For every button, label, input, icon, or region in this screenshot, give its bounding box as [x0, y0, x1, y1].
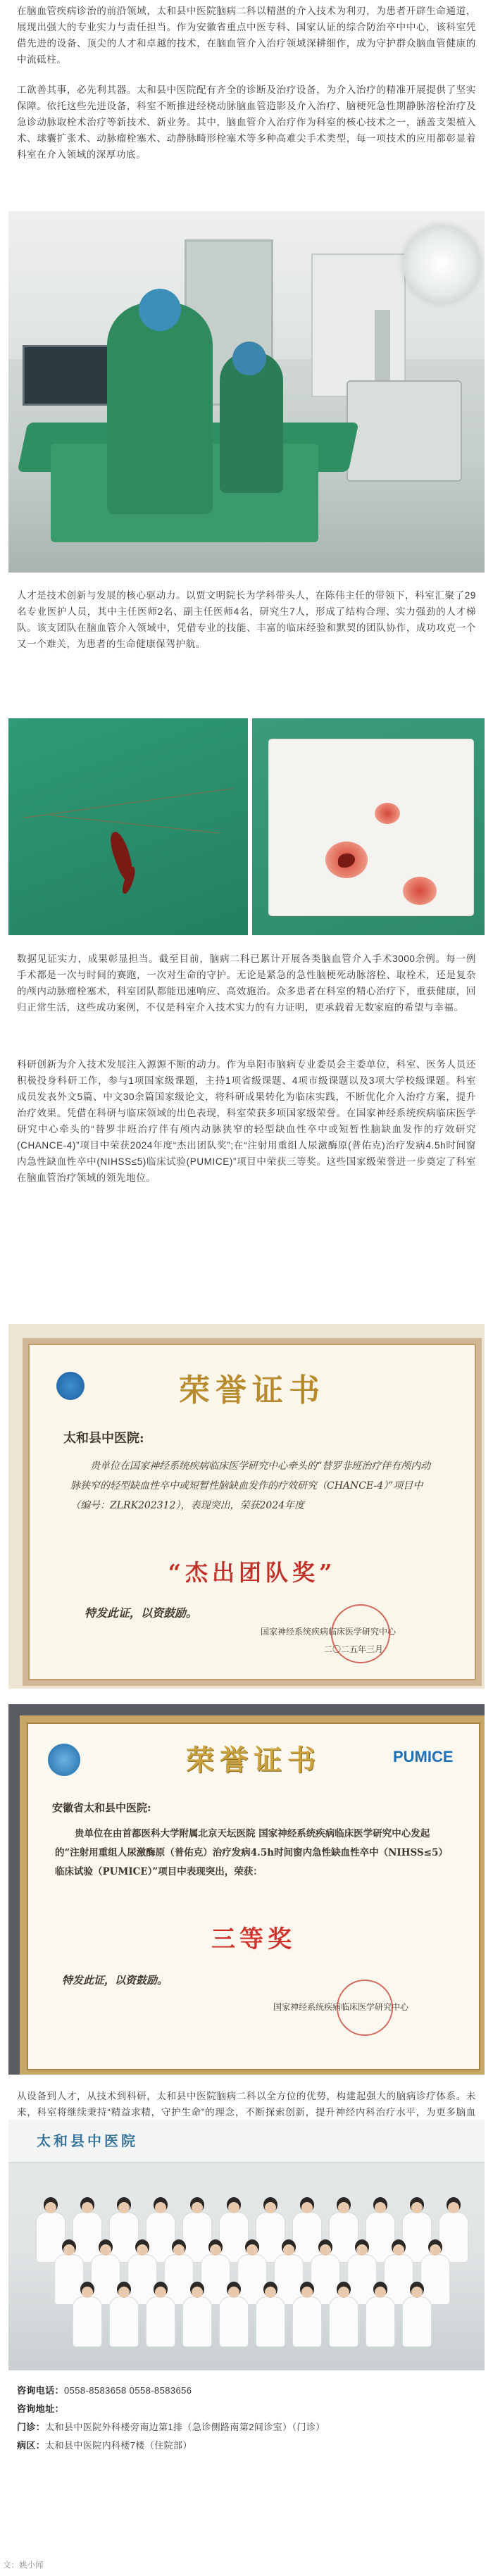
- consult-address: [17, 2401, 64, 2415]
- cert1-award: “杰出团队奖”: [168, 1559, 337, 1586]
- cert1-title: 荣誉证书: [179, 1373, 325, 1408]
- pumice-brand: PUMICE: [393, 1748, 454, 1765]
- ward-address: [17, 2438, 192, 2451]
- cert1-issuer: 国家神经系统疾病临床医学研究中心: [261, 1627, 397, 1637]
- cert1-recipient: 太和县中医院:: [63, 1431, 144, 1446]
- clinic-value: 太和县中医院外科楼旁南边第1排（急诊侧路南第2间诊室）（门诊）: [45, 2422, 325, 2432]
- thrombus-photo: [8, 718, 485, 935]
- consult-phone: [17, 2383, 192, 2396]
- cert2-recipient: 安徽省太和县中医院:: [52, 1801, 151, 1814]
- cert2-issuer: 国家神经系统疾病临床医学研究中心: [273, 2002, 409, 2012]
- consult-address-label: 咨询地址：: [17, 2403, 65, 2414]
- certificate-outstanding-team: [8, 1324, 485, 1689]
- cert1-date: 二〇二五年三月: [324, 1644, 384, 1654]
- phone-label: 咨询电话：: [17, 2385, 65, 2396]
- cert2-body: 贵单位在由首都医科大学附属北京天坛医院 国家神经系统疾病临床医学研究中心发起的“注射用重组人尿激酶原（普佑克）治疗发病4.5h时间窗内急性缺血性卒中（NIHSS≤5）临床试验（PUMICE）”项目中表现突出，荣获：: [55, 1828, 448, 1877]
- operating-room-photo: [8, 211, 485, 573]
- team-banner-text: 太和县中医院: [37, 2132, 138, 2149]
- clinic-label: 门诊：: [17, 2422, 46, 2432]
- official-seal-icon: [331, 1604, 390, 1663]
- ward-label: 病区：: [17, 2440, 46, 2451]
- cert1-body: 贵单位在国家神经系统疾病临床医学研究中心牵头的“替罗非班治疗伴有颅内动脉狭窄的轻型缺血性卒中或短暂性脑缺血发作的疗效研究（CHANCE-4）”项目中（编号：ZLRK202312），表现突出，荣获2024年度: [70, 1461, 431, 1511]
- intro-paragraph: 在脑血管疾病诊治的前沿领域，太和县中医院脑病二科以精湛的介入技术为利刃，为患者开辟生命通道，展现出强大的专业实力与责任担当。作为安徽省重点中医专科、国家认证的综合防治卒中中心，该科室凭借先进的设备、顶尖的人才和卓越的技术，在脑血管介入治疗领域深耕细作，成为守护群众脑血管健康的中流砥柱。: [17, 6, 476, 65]
- equipment-paragraph: 工欲善其事，必先利其器。太和县中医院配有齐全的诊断及治疗设备，为介入治疗的精准开展提供了坚实保障。依托这些先进设备，科室不断推进经桡动脉脑血管造影及介入治疗、脑梗死急性期静脉溶栓治疗及急诊动脉取栓术治疗等新技术、新业务。其中，脑血管介入治疗作为科室的核心技术之一，涵盖支架植入术、球囊扩张术、动脉瘤栓塞术、动静脉畸形栓塞术等多种高难尖手术类型，每一项技术的应用都彰显着科室在介入领域的深厚功底。: [17, 85, 476, 160]
- cert2-closing: 特发此证，以资鼓励。: [62, 1974, 168, 1987]
- author-credit: 文：姚小闻: [3, 2561, 44, 2570]
- results-paragraph: 数据见证实力，成果彰显担当。截至目前，脑病二科已累计开展各类脑血管介入手术3000余例。每一例手术都是一次与时间的赛跑，一次对生命的守护。无论是紧急的急性脑梗死动脉溶栓、取栓术，还是复杂的颅内动脉瘤栓塞术，科室团队都能迅速响应、高效施治。众多患者在科室的精心治疗下，重获健康，回归正常生活，这些成功案例，不仅是科室介入技术实力的有力证明，更承载着无数家庭的希望与幸福。: [17, 954, 476, 1013]
- cert2-title: 荣誉证书: [186, 1744, 321, 1777]
- certificate-third-prize: [8, 1704, 485, 2075]
- talent-paragraph: 人才是技术创新与发展的核心驱动力。以贾文明院长为学科带头人，在陈伟主任的带领下，科室汇聚了29名专业医护人员，其中主任医师2名、副主任医师4名，研究生7人，形成了结构合理、实力强劲的人才梯队。该支团队在脑血管介入领域中，凭借专业的技能、丰富的临床经验和默契的团队协作，成功攻克一个又一个难关，为患者的生命健康保驾护航。: [17, 590, 476, 649]
- cert2-award: 三等奖: [211, 1925, 296, 1953]
- cert1-closing: 特发此证，以资鼓励。: [85, 1606, 198, 1620]
- phone-value[interactable]: 0558-8583658 0558-8583656: [64, 2385, 192, 2396]
- conclusion-paragraph: 从设备到人才，从技术到科研，太和县中医院脑病二科以全方位的优势，构建起强大的脑病诊疗体系。未来，科室将继续秉持“精益求精，守护生命”的理念，不断探索创新，提升神经内科治疗水平，为更多脑血: [17, 2091, 476, 2118]
- team-photo: [8, 2120, 485, 2370]
- ward-value: 太和县中医院内科楼7楼（住院部）: [45, 2440, 192, 2451]
- research-paragraph: 科研创新为介入技术发展注入源源不断的动力。作为阜阳市脑病专业委员会主委单位，科室、医务人员还积极投身科研工作，参与1项国家级课题，主持1项省级课题、4项市级课题以及3项大学校级课题。科室成员发表外文5篇、中文30余篇国家级论文，将科研成果转化为临床实践，不断优化介入治疗方案，提升治疗效果。凭借在科研与临床领域的出色表现，科室荣获多项国家级荣誉。在国家神经系统疾病临床医学研究中心牵头的“替罗非班治疗伴有颅内动脉狭窄的轻型缺血性卒中或短暂性脑缺血发作的疗效研究(CHANCE-4)”项目中荣获2024年度“杰出团队奖”;在“注射用重组人尿激酶原(普佑克)治疗发病4.5h时间窗内急性缺血性卒中(NIHSS≤5)临床试验(PUMICE)”项目中荣获三等奖。这些国家级荣誉进一步奠定了科室在脑血管治疗领域的领先地位。: [17, 1059, 476, 1183]
- clinic-address: [17, 2420, 325, 2433]
- official-seal-icon: [337, 1980, 393, 2036]
